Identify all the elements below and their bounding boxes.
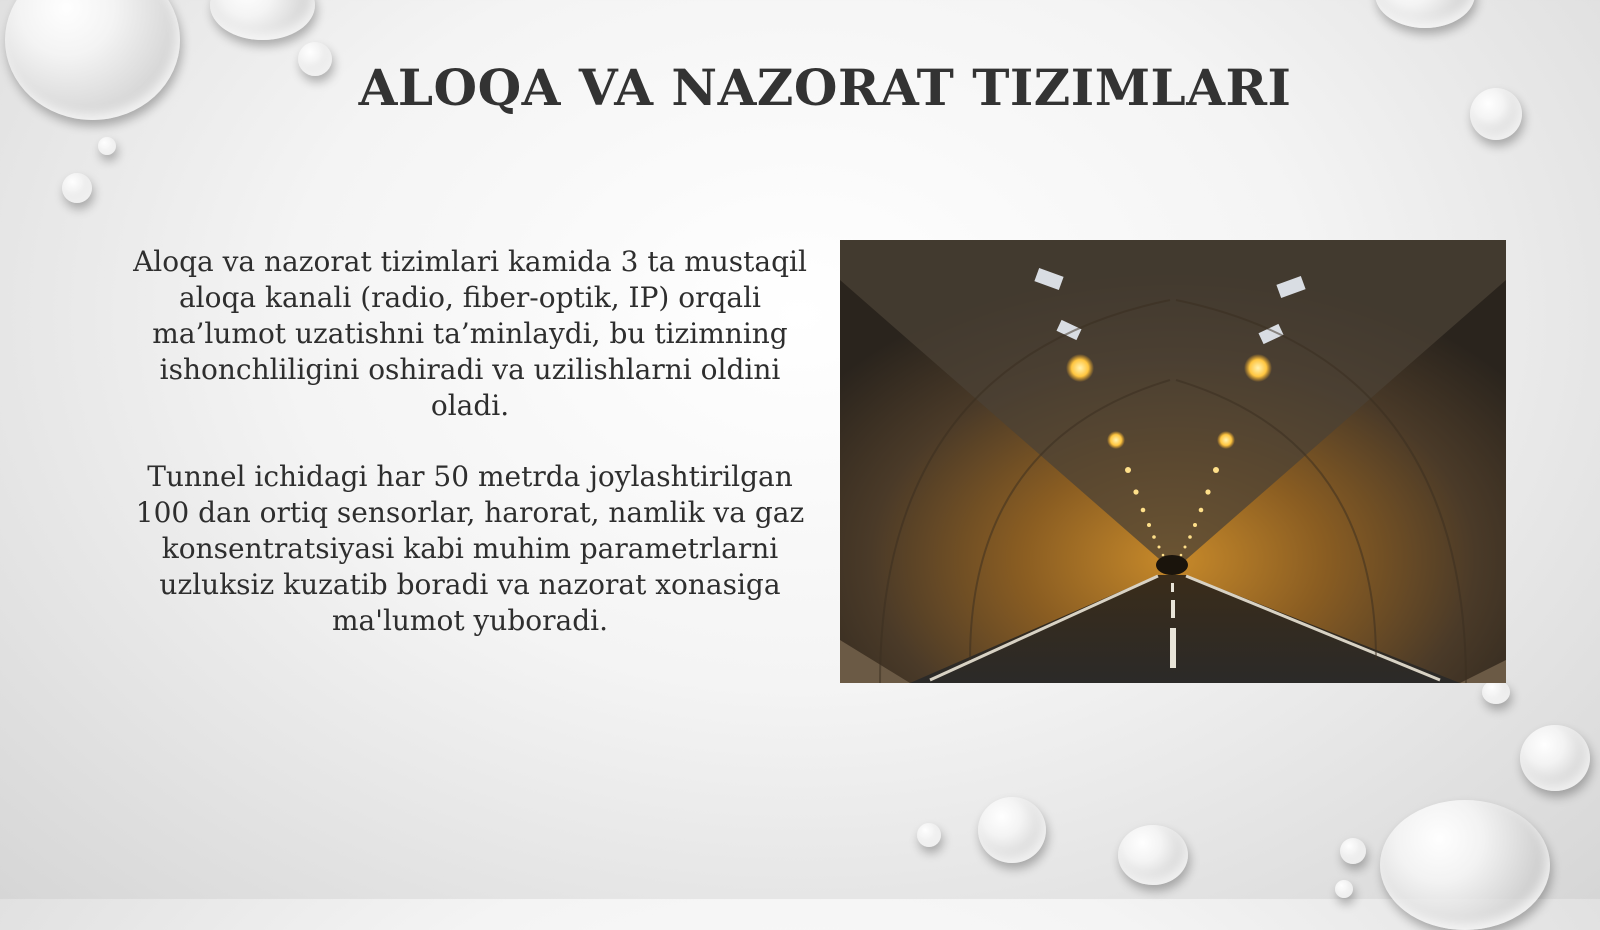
slide-title: ALOQA VA NAZORAT TIZIMLARI	[358, 58, 1292, 117]
paragraph-sensors: Tunnel ichidagi har 50 metrda joylashtirilgan 100 dan ortiq sensorlar, harorat, namlik va gaz konsentratsiyasi kabi muhim parametrlarni uzluksiz kuzatib boradi va nazorat xonasiga ma'lumot yuboradi.	[135, 460, 805, 637]
tunnel-photo	[840, 240, 1506, 683]
paragraph-communication-channels: Aloqa va nazorat tizimlari kamida 3 ta mustaqil aloqa kanali (radio, fiber-optik, IP) orqali ma’lumot uzatishni ta’minlaydi, bu tizimning ishonchliligini oshiradi va uzilishlarni oldini oladi.	[133, 245, 807, 422]
tunnel-illustration	[840, 240, 1506, 683]
slide-body-text	[125, 244, 815, 639]
